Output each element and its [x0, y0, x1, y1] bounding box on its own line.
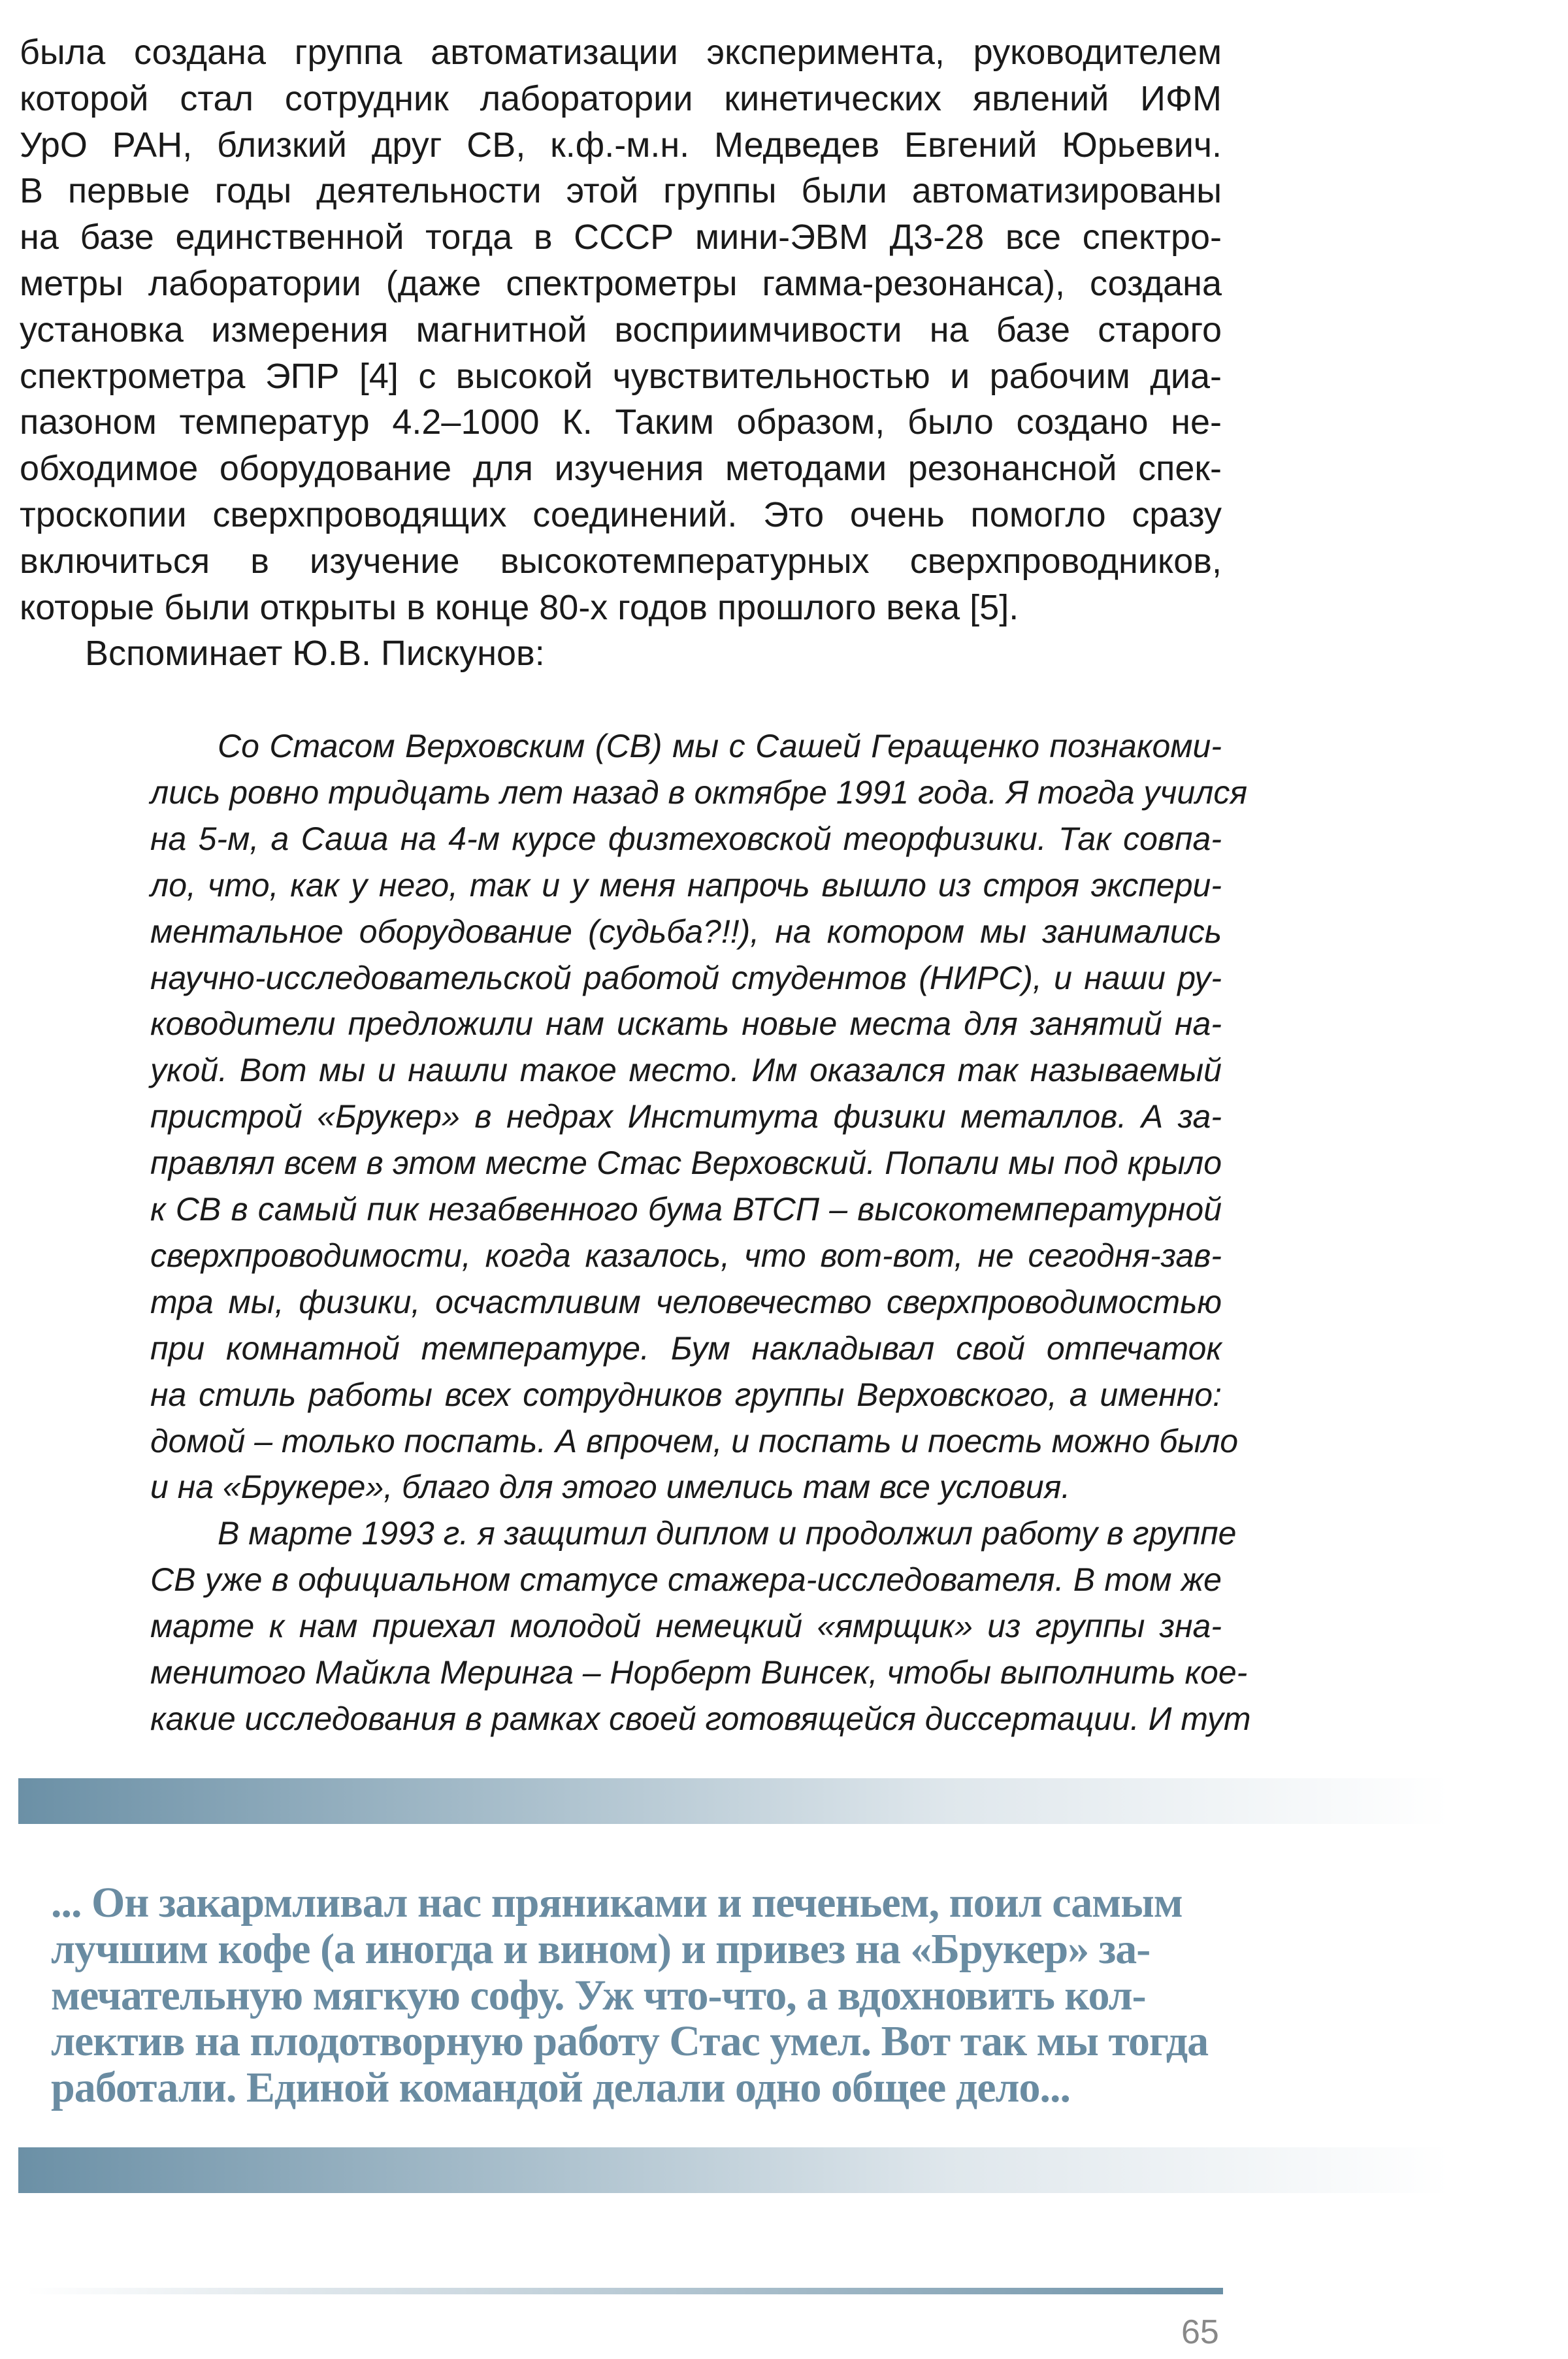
quote-line: ментальное оборудование (судьба?!!), на котором мы занимались: [150, 913, 1222, 950]
quote-line: ководители предложили нам искать новые места для занятий на-: [150, 1005, 1222, 1043]
quote-line: к СВ в самый пик незабвенного бума ВТСП – высокотемпературной: [150, 1191, 1222, 1228]
pull-quote-line: лучшим кофе (а иногда и вином) и привез на «Брукер» за-: [51, 1925, 1151, 1973]
footer-rule: [26, 2288, 1223, 2294]
quote-line: пристрой «Брукер» в недрах Института физики металлов. А за-: [150, 1098, 1222, 1135]
decorative-band-top: [18, 1778, 1449, 1824]
body-line: установка измерения магнитной восприимчивости на базе старого: [20, 310, 1222, 350]
quote-line: какие исследования в рамках своей готовящейся диссертации. И тут: [150, 1700, 1251, 1737]
quote-line: марте к нам приехал молодой немецкий «ямрщик» из группы зна-: [150, 1608, 1222, 1645]
quote-line: на 5-м, а Саша на 4-м курсе физтеховской теорфизики. Так совпа-: [150, 820, 1222, 857]
pull-quote-line: мечательную мягкую софу. Уж что-что, а вдохновить кол-: [51, 1971, 1146, 2019]
quote-line: научно-исследовательской работой студентов (НИРС), и наши ру-: [150, 959, 1222, 996]
decorative-band-bottom: [18, 2147, 1449, 2193]
quote-line: и на «Брукере», благо для этого имелись там все условия.: [150, 1469, 1071, 1506]
body-line: В первые годы деятельности этой группы были автоматизированы: [20, 171, 1222, 211]
quote-line: тра мы, физики, осчастливим человечество сверхпроводимостью: [150, 1283, 1222, 1320]
body-line: которые были открыты в конце 80-х годов прошлого века [5].: [20, 587, 1019, 627]
quote-line: на стиль работы всех сотрудников группы Верховского, а именно:: [150, 1376, 1222, 1413]
quote-line: менитого Майкла Меринга – Норберт Винсек, чтобы выполнить кое-: [150, 1654, 1248, 1691]
body-line: была создана группа автоматизации эксперимента, руководителем: [20, 33, 1222, 72]
quote-line: ло, что, как у него, так и у меня напрочь вышло из строя экспери-: [150, 866, 1222, 903]
quote-line: лись ровно тридцать лет назад в октябре 1991 года. Я тогда учился: [150, 773, 1248, 811]
quote-line: СВ уже в официальном статусе стажера-исследователя. В том же: [150, 1561, 1222, 1599]
body-line: троскопии сверхпроводящих соединений. Это очень помогло сразу: [20, 495, 1222, 534]
body-line: УрО РАН, близкий друг СВ, к.ф.-м.н. Медведев Евгений Юрьевич.: [20, 125, 1222, 165]
body-line: включиться в изучение высокотемпературных сверхпроводников,: [20, 541, 1222, 581]
pull-quote-line: лектив на плодотворную работу Стас умел. Вот так мы тогда: [51, 2017, 1209, 2066]
body-line: которой стал сотрудник лаборатории кинетических явлений ИФМ: [20, 78, 1222, 118]
body-line: спектрометра ЭПР [4] с высокой чувствительностью и рабочим диа-: [20, 356, 1222, 396]
body-line: Вспоминает Ю.В. Пискунов:: [85, 634, 545, 674]
pull-quote-line: ... Он закармливал нас пряниками и печеньем, поил самым: [51, 1879, 1183, 1927]
page-number: 65: [1181, 2313, 1219, 2351]
pull-quote-line: работали. Единой командой делали одно общее дело...: [51, 2064, 1071, 2112]
quote-line: правлял всем в этом месте Стас Верховский. Попали мы под крыло: [150, 1145, 1222, 1182]
quote-line: сверхпроводимости, когда казалось, что вот-вот, не сегодня-зав-: [150, 1237, 1222, 1274]
body-line: на базе единственной тогда в СССР мини-ЭВМ Д3-28 все спектро-: [20, 218, 1222, 257]
quote-line: при комнатной температуре. Бум накладывал свой отпечаток: [150, 1329, 1222, 1367]
quote-line: укой. Вот мы и нашли такое место. Им оказался так называемый: [150, 1052, 1222, 1089]
body-line: обходимое оборудование для изучения методами резонансной спек-: [20, 449, 1222, 489]
quote-line: домой – только поспать. А впрочем, и поспать и поесть можно было: [150, 1422, 1239, 1459]
body-line: пазоном температур 4.2–1000 К. Таким образом, было создано не-: [20, 402, 1222, 442]
quote-line: В марте 1993 г. я защитил диплом и продолжил работу в группе: [218, 1515, 1237, 1552]
body-line: метры лаборатории (даже спектрометры гамма-резонанса), создана: [20, 264, 1222, 303]
quote-line: Со Стасом Верховским (СВ) мы с Сашей Геращенко познакоми-: [218, 728, 1222, 764]
